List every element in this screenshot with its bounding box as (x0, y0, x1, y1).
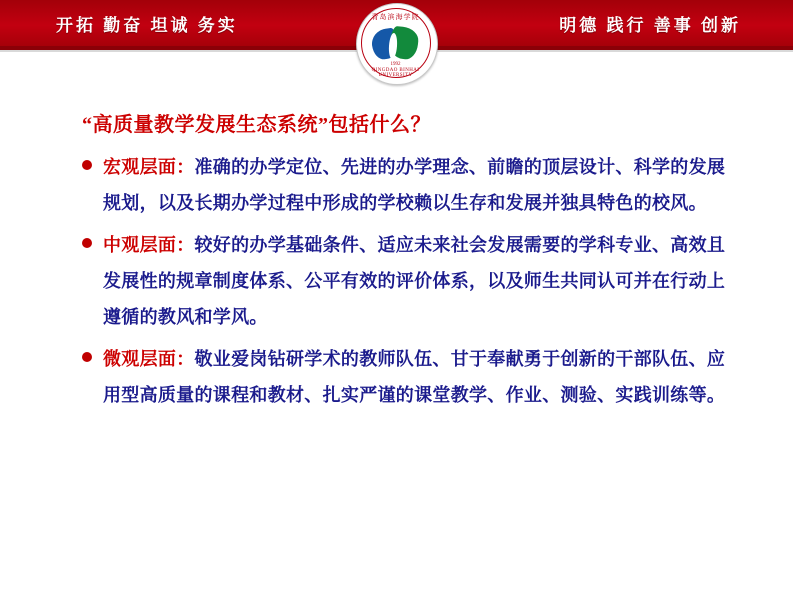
bullet-text (103, 149, 741, 221)
university-emblem-icon (356, 3, 438, 85)
bullet-lead: 宏观层面： (103, 157, 195, 177)
bullet-text (103, 227, 741, 335)
motto-left: 开拓 勤奋 坦诚 务实 (56, 16, 238, 35)
bullet-dot-icon (82, 238, 92, 248)
bullet-dot-icon (82, 160, 92, 170)
list-item (0, 227, 793, 335)
bullet-lead: 微观层面： (103, 349, 195, 369)
bullet-text (103, 341, 741, 413)
bullet-dot-icon (82, 352, 92, 362)
slide-title: “高质量教学发展生态系统”包括什么？ (82, 114, 431, 136)
emblem-name-cn: 青岛滨海学院 (371, 13, 420, 21)
list-item (0, 341, 793, 413)
list-item (0, 149, 793, 221)
slide-content (0, 108, 793, 419)
bullet-body: 敬业爱岗钻研学术的教师队伍、甘于奉献勇于创新的干部队伍、应用型高质量的课程和教材、扎实严谨的课堂教学、作业、测验、实践训练等。 (103, 349, 726, 405)
bullet-body: 准确的办学定位、先进的办学理念、前瞻的顶层设计、科学的发展规划，以及长期办学过程中形成的学校赖以生存和发展并独具特色的校风。 (103, 157, 726, 213)
bullet-lead: 中观层面： (103, 235, 195, 255)
motto-right: 明德 践行 善事 创新 (559, 16, 741, 35)
emblem-name-en: QINGDAO BINHAI UNIVERSITY (371, 68, 420, 78)
emblem-year: 1992 (390, 62, 401, 67)
bullet-body: 较好的办学基础条件、适应未来社会发展需要的学科专业、高效且发展性的规章制度体系、公平有效的评价体系，以及师生共同认可并在行动上遵循的教风和学风。 (103, 235, 726, 327)
